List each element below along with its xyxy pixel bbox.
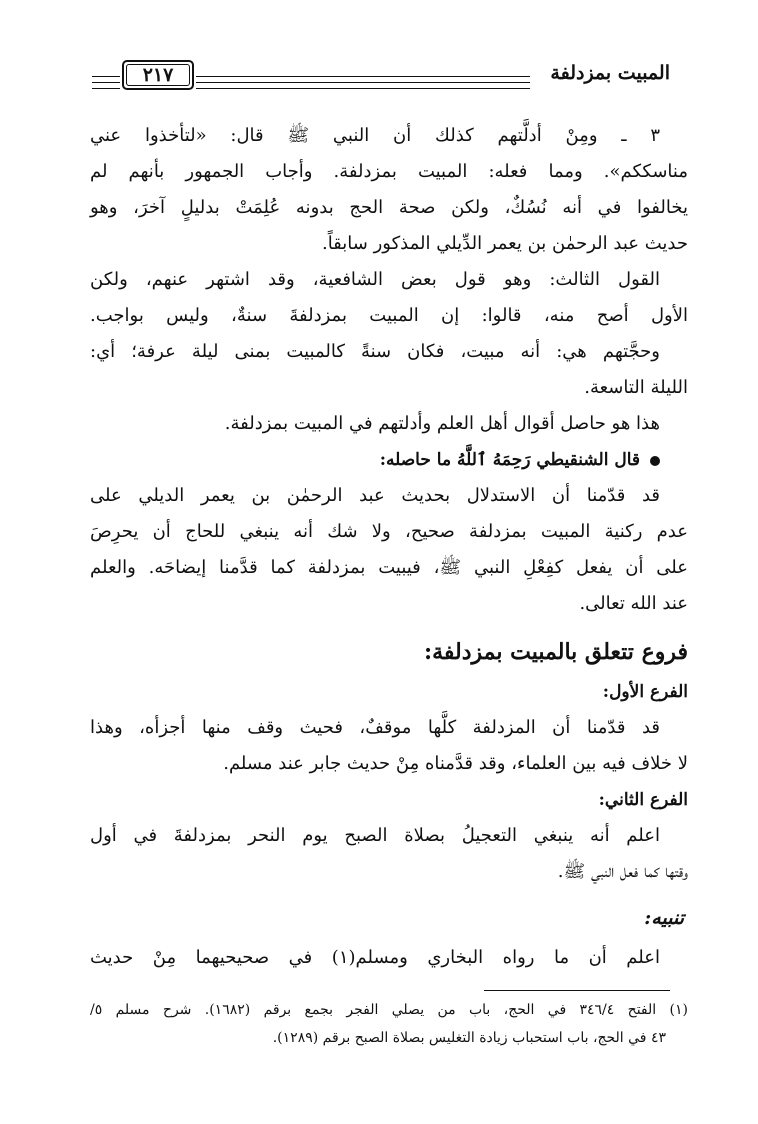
header-rule-right (196, 76, 530, 77)
header-rule-right-3 (196, 88, 530, 89)
text-line: مناسككم». ومما فعله: المبيت بمزدلفة. وأجاب الجمهور بأنهم لم (90, 161, 688, 182)
text-line: الليلة التاسعة. (584, 377, 688, 398)
sub-heading-first-branch: الفرع الأول: (602, 682, 688, 702)
text-line: اعلم أن ما رواه البخاري ومسلم(١) في صحيحيهما مِنْ حديث (90, 947, 660, 968)
header-rule-left-2 (92, 82, 120, 83)
text-line: وحجَّتهم هي: أنه مبيت، فكان سنةً كالمبيت بمنى ليلة عرفة؛ أي: (90, 341, 660, 362)
text-line: القول الثالث: وهو قول بعض الشافعية، وقد اشتهر عنهم، ولكن (90, 269, 660, 290)
bullet-icon (650, 456, 660, 466)
page-number: ٢١٧ (122, 60, 194, 90)
text-line: حديث عبد الرحمٰن بن يعمر الدِّيلي المذكور سابقاً. (321, 233, 688, 254)
text-line: عدم ركنية المبيت بمزدلفة صحيح، ولا شك أنه ينبغي للحاج أن يحرِصَ (90, 521, 688, 542)
running-title: المبيت بمزدلفة (550, 62, 670, 84)
text-line: عند الله تعالى. (579, 593, 688, 614)
footnotes (90, 996, 688, 1052)
quote-heading: قال الشنقيطي رَحِمَهُ ٱللَّهُ ما حاصله: (90, 442, 688, 478)
text-line: ٣ ـ ومِنْ أدلَّتهم كذلك أن النبي ﷺ قال: «لتأخذوا عني (90, 125, 660, 146)
text-line: لا خلاف فيه بين العلماء، وقد قدَّمناه مِنْ حديث جابر عند مسلم. (223, 753, 688, 774)
text-line: الأول أصح منه، قالوا: إن المبيت بمزدلفةَ سنةٌ، وليس بواجب. (90, 305, 688, 326)
footnote-line: ٤٣ في الحج، باب استحباب زيادة التغليس بصلاة الصبح برقم (١٢٨٩). (272, 1030, 666, 1046)
text-line: قد قدّمنا أن الاستدلال بحديث عبد الرحمٰن بن يعمر الديلي على (90, 485, 660, 506)
page-header (92, 62, 670, 106)
sub-heading-second-branch: الفرع الثاني: (598, 790, 688, 810)
text-line: وقتها كما فعل النبي ﷺ. (557, 861, 688, 882)
header-rule-left (92, 76, 120, 77)
note-heading: تنبيه: (644, 907, 684, 929)
footnote-line: (١) الفتح ٣٤٦/٤ في الحج، باب من يصلي الفجر بجمع برقم (١٦٨٢). شرح مسلم ٥/ (90, 1002, 688, 1018)
section-heading: فروع تتعلق بالمبيت بمزدلفة: (423, 639, 688, 665)
footnote-separator (484, 990, 670, 991)
text-line: يخالفوا في أنه نُسُكٌ، ولكن صحة الحج بدونه عُلِمَتْ بدليلٍ آخرَ، وهو (90, 197, 688, 218)
text-line: قد قدّمنا أن المزدلفة كلَّها موقفٌ، فحيث وقف منها أجزأه، وهذا (90, 717, 660, 738)
text-line: اعلم أنه ينبغي التعجيلُ بصلاة الصبح يوم النحر بمزدلفةَ في أول (90, 825, 660, 846)
header-rule-left-3 (92, 88, 120, 89)
text-line: هذا هو حاصل أقوال أهل العلم وأدلتهم في المبيت بمزدلفة. (224, 413, 660, 434)
text-line: على أن يفعل كفِعْلِ النبي ﷺ، فيبيت بمزدلفة كما قدَّمنا إيضاحَه. والعلم (90, 557, 688, 578)
main-text (90, 118, 688, 976)
header-rule-right-2 (196, 82, 530, 83)
